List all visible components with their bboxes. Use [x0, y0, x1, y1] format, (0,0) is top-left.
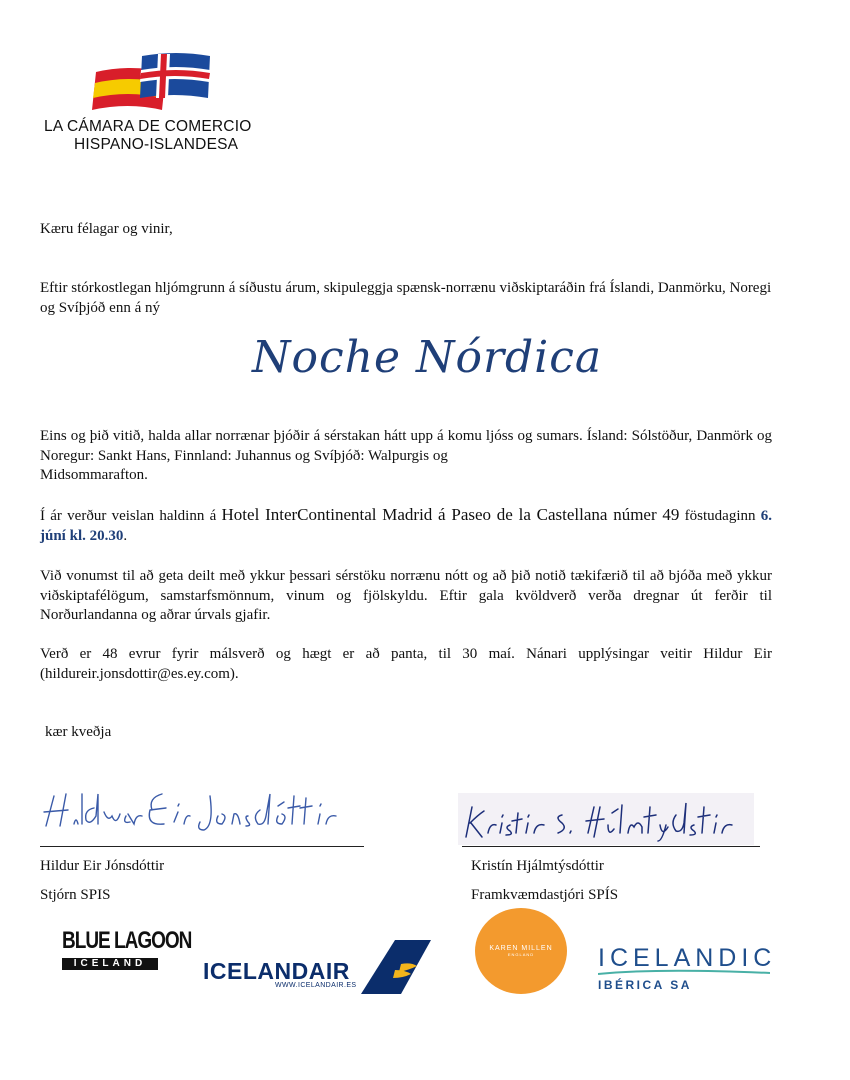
event-date: 6. júní kl. 20.30 [40, 508, 773, 544]
signature-line-2 [462, 846, 760, 847]
paragraph-traditions [40, 427, 772, 486]
blue-lagoon-sub: ICELAND [62, 958, 158, 970]
icelandic-iberica-logo [598, 944, 777, 992]
karen-millen-name: KAREN MILLEN [489, 945, 553, 952]
karen-millen-sub: ENGLAND [507, 952, 535, 957]
icelandair-tail-icon [361, 940, 431, 994]
signer-1-title: Stjórn SPIS [40, 887, 111, 903]
signer-2-name: Kristín Hjálmtýsdóttir [471, 858, 604, 874]
paragraph-price: Verð er 48 evrur fyrir málsverð og hægt er að panta, til 30 maí. Nánari upplýsingar veitir Hildur Eir (hildureir.jonsdottir@es.ey.com). [40, 646, 772, 682]
signature-hildur-text: Hildur Eir Jónsdóttir [38, 786, 47, 787]
icelandic-name: ICELANDIC [598, 944, 777, 972]
chamber-name [44, 118, 284, 154]
paragraph-intro: Eftir stórkostlegan hljómgrunn á síðustu árum, skipuleggja spænsk-norrænu viðskiptaráðin frá Íslandi, Danmörku, Noregi og Svíþjóð enn á ný [40, 280, 772, 316]
signer-2-title: Framkvæmdastjóri SPÍS [471, 887, 619, 903]
icelandair-url: WWW.ICELANDAIR.ES [275, 982, 357, 989]
venue-end: . [123, 527, 128, 544]
karen-millen-logo [475, 908, 567, 994]
greeting: Kæru félagar og vinir, [40, 221, 173, 237]
blue-lagoon-name: BLUE LAGOON [62, 928, 192, 955]
signer-1-name: Hildur Eir Jónsdóttir [40, 858, 165, 874]
icelandair-name: ICELANDAIR [203, 958, 350, 984]
paragraph-traditions-text: Eins og þið vitið, halda allar norrænar þjóðir á sérstakan hátt upp á komu ljóss og sumars. Ísland: Sólstöður, Danmörk og Noregur: Sankt Hans, Finnland: Juhannus og Svíþjóð: Walpurgis og [40, 428, 772, 464]
iceland-flag-icon [140, 52, 212, 100]
paragraph-traditions-last-line: Midsommarafton. [40, 467, 148, 483]
venue-name: Hotel InterContinental Madrid á Paseo de la Castellana númer 49 [221, 505, 680, 524]
signer-2 [471, 857, 618, 905]
signature-kristin-image [458, 793, 754, 845]
chamber-name-line1: LA CÁMARA DE COMERCIO [44, 118, 252, 135]
chamber-name-line2: HISPANO-ISLANDESA [74, 136, 239, 153]
event-title: Noche Nórdica [252, 332, 603, 383]
signature-hildur-image [38, 786, 358, 838]
signature-line-1 [40, 846, 364, 847]
signer-1 [40, 857, 164, 905]
venue-day: föstudaginn [679, 508, 761, 524]
closing: kær kveðja [45, 724, 112, 740]
paragraph-invitation: Við vonumst til að geta deilt með ykkur þessari sérstöku norrænu nótt og að þið notið tækifærið til að bjóða með ykkur viðskiptafélögum, samstarfsmönnum, vinum og fjölskyldu. Eftir gala kvöldverð verða dregnar út ferðir til Norðurlandanna og aðrar úrvals gjafir. [40, 568, 772, 623]
paragraph-venue [40, 505, 772, 546]
signature-kristin-text: Kristín S. Hjálmtýsdóttir [458, 793, 468, 794]
venue-intro: Í ár verður veislan haldinn á [40, 508, 222, 524]
icelandic-sub: IBÉRICA SA [598, 978, 692, 992]
blue-lagoon-logo [62, 928, 192, 970]
icelandair-logo [203, 940, 429, 994]
